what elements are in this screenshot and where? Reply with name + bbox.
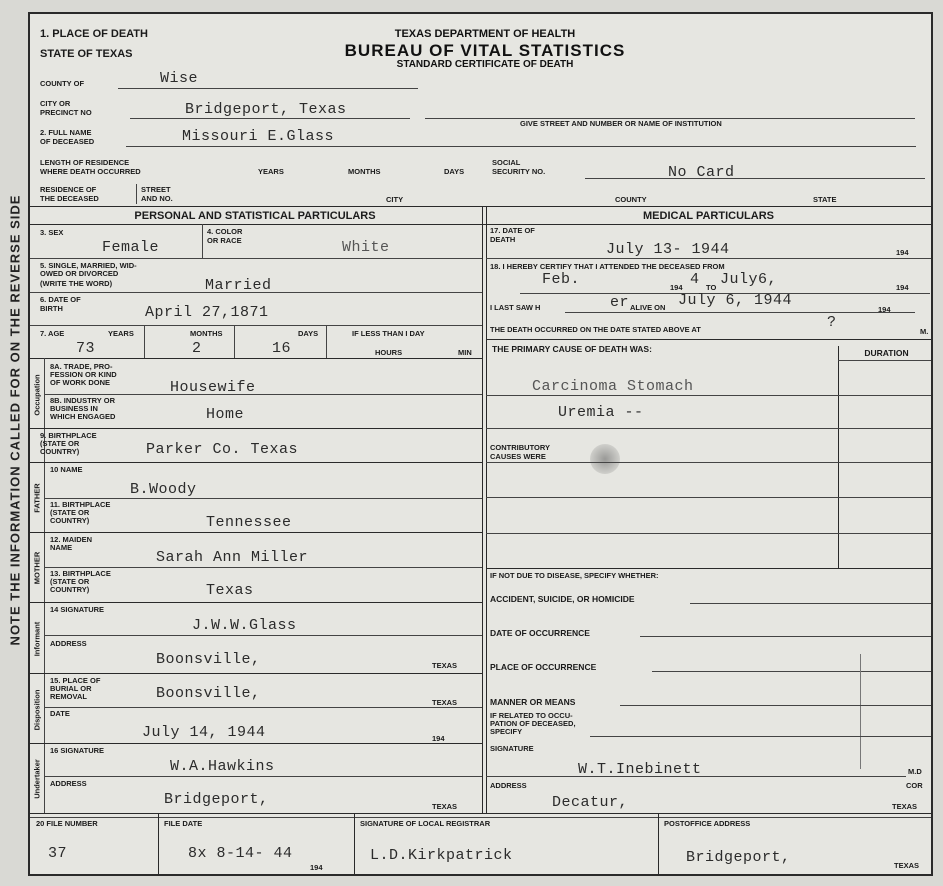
not-disease-label: IF NOT DUE TO DISEASE, SPECIFY WHETHER: (490, 571, 659, 580)
state-label: STATE OF TEXAS (40, 48, 133, 60)
contributory-label-1: CONTRIBUTORY (490, 443, 550, 452)
father-name-rule (44, 498, 482, 499)
marital-label-1: 5. SINGLE, MARRIED, WID- (40, 261, 137, 270)
primary-cause-label: THE PRIMARY CAUSE OF DEATH WAS: (492, 344, 652, 354)
age-years-value: 73 (76, 340, 96, 357)
mother-birthplace-label-1: 13. BIRTHPLACE (50, 569, 111, 578)
father-birthplace-label-3: COUNTRY) (50, 516, 90, 525)
physician-address-value: Decatur, (552, 794, 629, 811)
marital-value: Married (205, 277, 272, 294)
footer-divider-2 (354, 813, 355, 875)
sex-row-rule (30, 258, 482, 259)
related-label-3: SPECIFY (490, 727, 523, 736)
burial-label-2: BURIAL OR (50, 684, 92, 693)
footer-top-rule (30, 813, 931, 814)
informant-address-value: Boonsville, (156, 651, 261, 668)
full-name-value: Missouri E.Glass (182, 128, 335, 145)
manner-rule (620, 705, 931, 706)
undertaker-tag: Undertaker (32, 759, 42, 799)
physician-address-label: ADDRESS (490, 781, 527, 790)
father-birthplace-label-1: 11. BIRTHPLACE (50, 500, 111, 509)
physician-signature-label: SIGNATURE (490, 744, 534, 753)
sex-value: Female (102, 239, 160, 256)
birthplace-label-1: 9. BIRTHPLACE (40, 431, 97, 440)
death-date-label-1: 17. DATE OF (490, 226, 535, 235)
section-rule (30, 224, 931, 225)
accident-label: ACCIDENT, SUICIDE, OR HOMICIDE (490, 594, 635, 604)
dob-value: April 27,1871 (145, 304, 269, 321)
burial-year-prefix: 194 (432, 734, 445, 743)
trade-label-3: OF WORK DONE (50, 378, 110, 387)
father-birthplace-value: Tennessee (206, 514, 292, 531)
certificate-subtitle: STANDARD CERTIFICATE OF DEATH (396, 59, 574, 70)
death-date-rule (486, 258, 931, 259)
occurrence-place-rule (652, 671, 931, 672)
primary-cause-1: Carcinoma Stomach (532, 378, 694, 395)
file-number-label: 20 FILE NUMBER (36, 819, 98, 828)
marital-rule (30, 292, 482, 293)
related-rule (590, 736, 931, 737)
cause-rule-2 (486, 428, 931, 429)
father-name-value: B.Woody (130, 481, 197, 498)
birthplace-value: Parker Co. Texas (146, 441, 299, 458)
postoffice-value: Bridgeport, (686, 849, 791, 866)
death-date-label-2: DEATH (490, 235, 516, 244)
age-divider-1 (144, 325, 145, 358)
tag-column-divider (44, 358, 45, 813)
city-label-2: PRECINCT NO (40, 108, 92, 117)
city-rule (130, 118, 410, 119)
city-label-1: CITY OR (40, 99, 71, 108)
undertaker-signature-value: W.A.Hawkins (170, 758, 275, 775)
industry-rule (30, 428, 482, 429)
death-date-value: July 13- 1944 (606, 241, 730, 258)
undertaker-signature-label: 16 SIGNATURE (50, 746, 105, 755)
related-label-1: IF RELATED TO OCCU- (490, 711, 573, 720)
street-label-1: STREET (141, 185, 171, 194)
ink-smudge (590, 444, 620, 474)
age-divider-3 (326, 325, 327, 358)
social-label-2: SECURITY NO. (492, 167, 546, 176)
undertaker-address-label: ADDRESS (50, 779, 87, 788)
alive-year-prefix: 194 (878, 305, 891, 314)
informant-signature-label: 14 SIGNATURE (50, 605, 105, 614)
undertaker-signature-rule (44, 776, 482, 777)
death-occurred-rule (486, 339, 931, 340)
duration-label: DURATION (864, 348, 909, 358)
less-day-label: IF LESS THAN I DAY (352, 329, 425, 338)
age-label: 7. AGE (40, 329, 65, 338)
attend-to-label: TO (706, 283, 717, 292)
trade-value: Housewife (170, 379, 256, 396)
footer-divider-1 (158, 813, 159, 875)
industry-label-1: 8B. INDUSTRY OR (50, 396, 116, 405)
physician-texas-label: TEXAS (892, 802, 918, 811)
primary-cause-2: Uremia -- (558, 404, 644, 421)
postoffice-texas-label: TEXAS (894, 861, 920, 870)
occurrence-date-label: DATE OF OCCURRENCE (490, 628, 590, 638)
file-year-prefix: 194 (310, 863, 323, 872)
last-saw-label: I LAST SAW H (490, 303, 541, 312)
birthplace-rule (30, 462, 482, 463)
industry-label-3: WHICH ENGAGED (50, 412, 116, 421)
marital-label-3: (WRITE THE WORD) (40, 279, 113, 288)
mother-tag: MOTHER (32, 551, 42, 585)
mother-rule (30, 602, 482, 603)
alive-on-value: July 6, 1944 (678, 292, 793, 309)
city-value: Bridgeport, Texas (185, 101, 347, 118)
footer-top-rule-2 (30, 817, 931, 818)
cause-rule-3 (486, 462, 931, 463)
trade-label-1: 8A. TRADE, PRO- (50, 362, 113, 371)
full-name-label-2: OF DECEASED (40, 137, 95, 146)
informant-signature-value: J.W.W.Glass (192, 617, 297, 634)
age-rule (30, 358, 482, 359)
age-years-label: YEARS (108, 329, 134, 338)
cause-rule-5 (486, 533, 931, 534)
trade-label-2: FESSION OR KIND (50, 370, 117, 379)
death-year-prefix: 194 (896, 248, 909, 257)
age-days-label: DAYS (298, 329, 319, 338)
residence-length-label-2: WHERE DEATH OCCURRED (40, 167, 141, 176)
reverse-side-note-text: NOTE THE INFORMATION CALLED FOR ON THE REVERSE SIDE (7, 194, 23, 646)
residence-of-label-1: RESIDENCE OF (40, 185, 97, 194)
sex-label: 3. SEX (40, 228, 64, 237)
residence-years-label: YEARS (258, 167, 284, 176)
dob-label-1: 6. DATE OF (40, 295, 81, 304)
full-name-label-1: 2. FULL NAME (40, 128, 92, 137)
undertaker-address-value: Bridgeport, (164, 791, 269, 808)
social-value: No Card (668, 164, 735, 181)
physician-signature-rule (486, 776, 906, 777)
manner-label: MANNER OR MEANS (490, 697, 576, 707)
color-label-1: 4. COLOR (207, 227, 243, 236)
burial-label-1: 15. PLACE OF (50, 676, 101, 685)
color-label-2: OR RACE (207, 236, 242, 245)
death-m-label: M. (920, 327, 929, 336)
color-value: White (342, 239, 390, 256)
marital-label-2: OWED OR DIVORCED (40, 269, 119, 278)
residence-county-label: COUNTY (615, 195, 647, 204)
burial-date-value: July 14, 1944 (142, 724, 266, 741)
death-time-mark: ? (827, 314, 837, 331)
burial-texas-label: TEXAS (432, 698, 458, 707)
pen-stroke (860, 654, 861, 769)
attend-to-value: July6, (720, 271, 778, 288)
mother-name-rule (44, 567, 482, 568)
cause-rule-1 (486, 395, 931, 396)
postoffice-label: POSTOFFICE ADDRESS (664, 819, 751, 828)
min-label: MIN (458, 348, 472, 357)
burial-rule (44, 707, 482, 708)
contributory-label-2: CAUSES WERE (490, 452, 546, 461)
county-label: COUNTY OF (40, 79, 85, 88)
last-saw-ink: er (610, 294, 630, 311)
related-label-2: PATION OF DECEASED, (490, 719, 576, 728)
residence-of-label-2: THE DECEASED (40, 194, 99, 203)
burial-label-3: REMOVAL (50, 692, 87, 701)
age-months-value: 2 (192, 340, 202, 357)
cause-rule-4 (486, 497, 931, 498)
social-label-1: SOCIAL (492, 158, 521, 167)
bureau-title: BUREAU OF VITAL STATISTICS (344, 41, 626, 60)
residence-rule (30, 206, 931, 207)
center-divider-1 (482, 206, 483, 814)
registrar-label: SIGNATURE OF LOCAL REGISTRAR (360, 819, 491, 828)
undertaker-texas-label: TEXAS (432, 802, 458, 811)
residence-divider (136, 184, 137, 204)
alive-on-label: ALIVE ON (630, 303, 666, 312)
center-divider-2 (486, 206, 487, 814)
mother-name-label-1: 12. MAIDEN (50, 535, 93, 544)
reverse-side-note (2, 130, 28, 710)
mother-name-value: Sarah Ann Miller (156, 549, 309, 566)
industry-label-2: BUSINESS IN (50, 404, 98, 413)
county-rule (118, 88, 418, 89)
mother-name-label-2: NAME (50, 543, 73, 552)
burial-date-label: DATE (50, 709, 70, 718)
age-days-value: 16 (272, 340, 292, 357)
birthplace-label-2: (STATE OR (40, 439, 80, 448)
cause-rule-6 (486, 568, 931, 569)
burial-place-value: Boonsville, (156, 685, 261, 702)
file-date-value: 8x 8-14- 44 (188, 845, 293, 862)
footer-divider-3 (658, 813, 659, 875)
county-value: Wise (160, 70, 199, 87)
attend-to-year-prefix: 194 (896, 283, 909, 292)
street-hint: GIVE STREET AND NUMBER OR NAME OF INSTITUTION (520, 119, 722, 128)
department-title: TEXAS DEPARTMENT OF HEALTH (394, 28, 576, 40)
trade-rule (44, 394, 482, 395)
industry-value: Home (206, 406, 245, 423)
hours-label: HOURS (375, 348, 403, 357)
registrar-value: L.D.Kirkpatrick (370, 847, 513, 864)
residence-days-label: DAYS (444, 167, 465, 176)
duration-divider (838, 346, 839, 569)
attend-from-day: 4 (690, 271, 700, 288)
age-months-label: MONTHS (190, 329, 223, 338)
md-label: M.D (908, 767, 922, 776)
residence-months-label: MONTHS (348, 167, 381, 176)
father-rule (30, 532, 482, 533)
dob-label-2: BIRTH (40, 304, 63, 313)
mother-birthplace-value: Texas (206, 582, 254, 599)
residence-length-label-1: LENGTH OF RESIDENCE (40, 158, 130, 167)
file-number-value: 37 (48, 845, 68, 862)
disposition-tag: Disposition (32, 689, 42, 731)
certify-label: 18. I HEREBY CERTIFY THAT I ATTENDED THE DECEASED FROM (490, 262, 725, 271)
father-birthplace-label-2: (STATE OR (50, 508, 90, 517)
informant-signature-rule (44, 635, 482, 636)
residence-state-label: STATE (813, 195, 837, 204)
informant-tag: Informant (32, 621, 42, 657)
full-name-rule (126, 146, 916, 147)
last-saw-rule (565, 312, 915, 313)
occupation-tag: Occupation (32, 374, 42, 416)
residence-city-label: CITY (386, 195, 404, 204)
informant-texas-label: TEXAS (432, 661, 458, 670)
occurrence-place-label: PLACE OF OCCURRENCE (490, 662, 597, 672)
attend-year-prefix: 194 (670, 283, 683, 292)
accident-rule (690, 603, 931, 604)
medical-section-title: MEDICAL PARTICULARS (643, 210, 774, 222)
sex-divider (202, 224, 203, 258)
occurrence-date-rule (640, 636, 931, 637)
disposition-rule (30, 743, 482, 744)
physician-signature-value: W.T.Inebinett (578, 761, 702, 778)
street-label-2: AND NO. (141, 194, 173, 203)
cor-label: COR (906, 781, 923, 790)
father-name-label: 10 NAME (50, 465, 83, 474)
attend-from-month: Feb. (542, 271, 581, 288)
informant-rule (30, 673, 482, 674)
place-of-death-label: 1. PLACE OF DEATH (40, 28, 148, 40)
death-certificate-form (28, 12, 933, 876)
mother-birthplace-label-2: (STATE OR (50, 577, 90, 586)
informant-address-label: ADDRESS (50, 639, 87, 648)
personal-section-title: PERSONAL AND STATISTICAL PARTICULARS (134, 210, 376, 222)
birthplace-label-3: COUNTRY) (40, 447, 80, 456)
duration-header-rule (838, 360, 931, 361)
social-rule (585, 178, 925, 179)
file-date-label: FILE DATE (164, 819, 203, 828)
father-tag: FATHER (32, 483, 42, 513)
age-divider-2 (234, 325, 235, 358)
death-occurred-label: THE DEATH OCCURRED ON THE DATE STATED ABOVE AT (490, 325, 701, 334)
dob-rule (30, 325, 482, 326)
mother-birthplace-label-3: COUNTRY) (50, 585, 90, 594)
